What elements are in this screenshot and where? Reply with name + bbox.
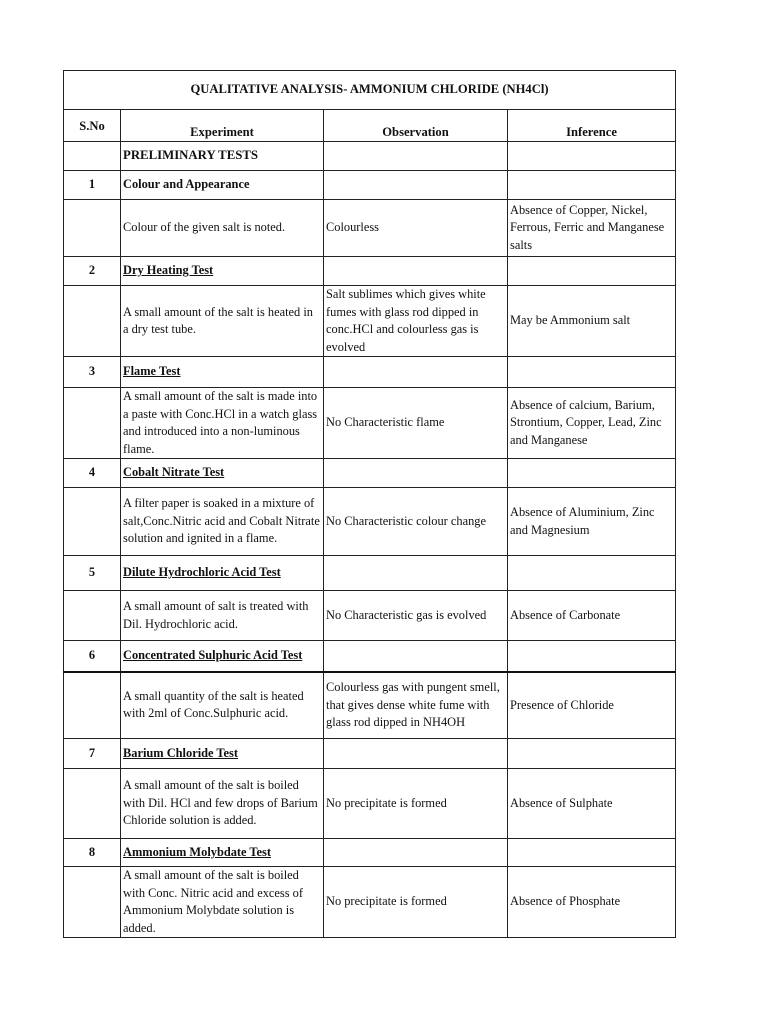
empty-cell [324, 839, 508, 867]
empty-cell [324, 459, 508, 488]
test-title-row [64, 839, 676, 867]
test-name: Flame Test [123, 364, 181, 379]
test-name-cell [121, 739, 324, 769]
empty-cell [64, 672, 121, 739]
empty-cell [508, 739, 676, 769]
experiment-text: A small amount of the salt is boiled with Conc. Nitric acid and excess of Ammonium Molybdate solution is added. [121, 867, 324, 938]
experiment-text: A small amount of the salt is heated in a dry test tube. [121, 286, 324, 357]
test-number: 8 [64, 839, 121, 867]
empty-cell [508, 839, 676, 867]
experiment-text: A small amount of the salt is made into a paste with Conc.HCl in a watch glass and introduced into a non-luminous flame. [121, 388, 324, 459]
test-title-row [64, 171, 676, 200]
test-name-cell [121, 357, 324, 388]
observation-text: Colourless [324, 200, 508, 257]
test-number: 4 [64, 459, 121, 488]
test-title-row [64, 459, 676, 488]
table-body [64, 71, 676, 938]
experiment-text: Colour of the given salt is noted. [121, 200, 324, 257]
test-name-cell [121, 459, 324, 488]
section-title: PRELIMINARY TESTS [121, 142, 324, 171]
test-number: 6 [64, 641, 121, 672]
empty-cell [324, 357, 508, 388]
observation-text: No Characteristic gas is evolved [324, 591, 508, 641]
test-detail-row [64, 672, 676, 739]
inference-text: Presence of Chloride [508, 672, 676, 739]
empty-cell [508, 357, 676, 388]
test-number: 3 [64, 357, 121, 388]
header-sno: S.No [64, 110, 121, 142]
empty-cell [508, 171, 676, 200]
test-name: Concentrated Sulphuric Acid Test [123, 648, 303, 662]
test-name-cell [121, 839, 324, 867]
test-name-cell [121, 641, 324, 672]
inference-text: Absence of Sulphate [508, 769, 676, 839]
header-observation: Observation [324, 110, 508, 142]
observation-text: Colourless gas with pungent smell, that gives dense white fume with glass rod dipped in NH4OH [324, 672, 508, 739]
experiment-text: A small amount of salt is treated with Dil. Hydrochloric acid. [121, 591, 324, 641]
inference-text: May be Ammonium salt [508, 286, 676, 357]
test-title-row [64, 257, 676, 286]
inference-text: Absence of Carbonate [508, 591, 676, 641]
observation-text: No precipitate is formed [324, 867, 508, 938]
test-title-row [64, 357, 676, 388]
inference-text: Absence of calcium, Barium, Strontium, Copper, Lead, Zinc and Manganese [508, 388, 676, 459]
empty-cell [324, 556, 508, 591]
test-detail-row [64, 867, 676, 938]
header-row [64, 110, 676, 142]
empty-cell [64, 769, 121, 839]
test-name: Cobalt Nitrate Test [123, 465, 225, 480]
test-detail-row [64, 769, 676, 839]
test-title-row [64, 739, 676, 769]
header-inference: Inference [508, 110, 676, 142]
empty-cell [324, 171, 508, 200]
header-experiment: Experiment [121, 110, 324, 142]
test-detail-row [64, 388, 676, 459]
test-title-row [64, 556, 676, 591]
test-detail-row [64, 286, 676, 357]
test-name-cell [121, 257, 324, 286]
section-observation-empty [324, 142, 508, 171]
empty-cell [508, 257, 676, 286]
empty-cell [64, 488, 121, 556]
test-name: Ammonium Molybdate Test [123, 844, 272, 859]
observation-text: No Characteristic flame [324, 388, 508, 459]
test-name-cell [121, 556, 324, 591]
observation-text: Salt sublimes which gives white fumes with glass rod dipped in conc.HCl and colourless gas is evolved [324, 286, 508, 357]
test-number: 7 [64, 739, 121, 769]
empty-cell [324, 641, 508, 672]
test-title-row [64, 641, 676, 672]
experiment-text: A filter paper is soaked in a mixture of salt,Conc.Nitric acid and Cobalt Nitrate solution and ignited in a flame. [121, 488, 324, 556]
test-number: 5 [64, 556, 121, 591]
observation-text: No precipitate is formed [324, 769, 508, 839]
test-name: Dilute Hydrochloric Acid Test [123, 565, 281, 580]
empty-cell [64, 200, 121, 257]
inference-text: Absence of Copper, Nickel, Ferrous, Ferric and Manganese salts [508, 200, 676, 257]
page-title: QUALITATIVE ANALYSIS- AMMONIUM CHLORIDE (NH4Cl) [64, 71, 676, 110]
experiment-text: A small quantity of the salt is heated with 2ml of Conc.Sulphuric acid. [121, 672, 324, 739]
empty-cell [324, 739, 508, 769]
test-name: Barium Chloride Test [123, 745, 238, 760]
test-name: Colour and Appearance [123, 177, 250, 192]
empty-cell [64, 286, 121, 357]
test-number: 2 [64, 257, 121, 286]
title-row [64, 71, 676, 110]
test-name: Dry Heating Test [123, 263, 214, 278]
test-detail-row [64, 488, 676, 556]
inference-text: Absence of Aluminium, Zinc and Magnesium [508, 488, 676, 556]
experiment-text: A small amount of the salt is boiled with Dil. HCl and few drops of Barium Chloride solution is added. [121, 769, 324, 839]
analysis-table [63, 70, 676, 938]
empty-cell [64, 591, 121, 641]
observation-text: No Characteristic colour change [324, 488, 508, 556]
section-inference-empty [508, 142, 676, 171]
empty-cell [508, 641, 676, 672]
test-number: 1 [64, 171, 121, 200]
test-detail-row [64, 591, 676, 641]
section-sno-empty [64, 142, 121, 171]
test-name-cell [121, 171, 324, 200]
empty-cell [64, 388, 121, 459]
empty-cell [324, 257, 508, 286]
empty-cell [508, 556, 676, 591]
empty-cell [64, 867, 121, 938]
inference-text: Absence of Phosphate [508, 867, 676, 938]
empty-cell [508, 459, 676, 488]
section-row [64, 142, 676, 171]
test-detail-row [64, 200, 676, 257]
